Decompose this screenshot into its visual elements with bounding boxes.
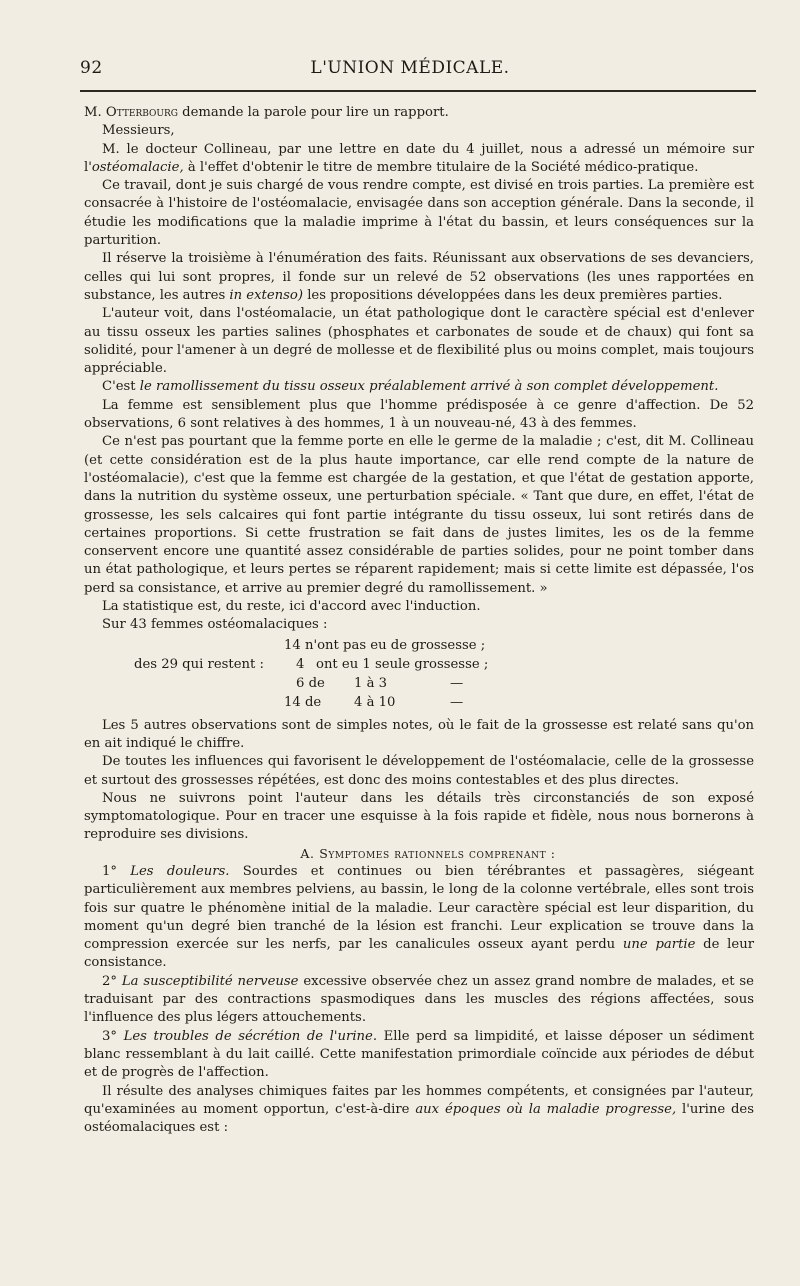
paragraph: L'auteur voit, dans l'ostéomalacie, un état pathologique dont le caractère spécial est d'enlever au tissu osseux les parties salines (phosphates et carbonates de soude et de chaux) qui font sa solidité, pour l'amener à un degré de mollesse et de flexibilité plus ou moins complet, mais toujours appréciable. (84, 306, 754, 377)
paragraph: Il résulte des analyses chimiques faites par les hommes compétents, et consignées par l'auteur, qu'examinées au moment opportun, c'est-à-dire aux époques où la maladie progresse, l'urine des ostéomalaciques est : (84, 1083, 755, 1136)
paragraph: Les 5 autres observations sont de simples notes, où le fait de la grossesse est relaté sans qu'on en ait indiqué le chiffre. (84, 717, 754, 751)
paragraph: Il réserve la troisième à l'énumération des faits. Réunissant aux observations de ses devanciers, celles qui lui sont propres, il fonde sur un relevé de 52 observations (les unes rapportées en substance, les autres in extenso) les propositions développées dans les deux premières parties. (84, 251, 754, 303)
page-number: 92 (80, 58, 103, 78)
article-body (84, 104, 754, 1137)
symptom-item: 3° Les troubles de sécrétion de l'urine. Elle perd sa limpidité, et laisse déposer un sédiment blanc ressemblant à du lait caillé. Cette manifestation primordiale coïncide aux périodes de début et de progrès de l'affection. (84, 1028, 754, 1081)
stat-row-2-count: 4 (296, 656, 305, 672)
paragraph: M. le docteur Collineau, par une lettre en date du 4 juillet, nous a adressé un mémoire sur l'ostéomalacie, à l'effet d'obtenir le titre de membre titulaire de la Société médico-pratique. (84, 141, 754, 175)
journal-title: L'UNION MÉDICALE. (310, 58, 510, 78)
speaker-name: M. Otterbourg (84, 105, 178, 120)
paragraph: Sur 43 femmes ostéomalaciques : (102, 617, 328, 633)
paragraph-salutation: Messieurs, (102, 123, 175, 139)
symptom-item: 2° La susceptibilité nerveuse excessive observée chez un assez grand nombre de malades, et se traduisant par des contractions spasmodiques dans les muscles des régions affectées, sous l'influence des plus légers attouchements. (84, 973, 754, 1026)
page-header (80, 50, 740, 80)
paragraph: De toutes les influences qui favorisent le développement de l'ostéomalacie, celle de la grossesse et surtout des grossesses répétées, est donc des moins contestables et des plus directes. (84, 754, 754, 788)
statistics-table (84, 637, 754, 715)
stat-row-4-dash: — (450, 694, 464, 710)
paragraph: La statistique est, du reste, ici d'accord avec l'induction. (102, 599, 481, 615)
stat-row-3-count: 6 de (296, 675, 325, 691)
paragraph: Ce travail, dont je suis chargé de vous rendre compte, est divisé en trois parties. La première est consacrée à l'histoire de l'ostéomalacie, envisagée dans son acception générale. Dans la seconde, il étudie les modifications que la maladie imprime à l'état du bassin, et leurs conséquences sur la parturition. (84, 178, 754, 249)
stat-row-4-count: 14 de (284, 694, 322, 710)
paragraph: Nous ne suivrons point l'auteur dans les détails très circonstanciés de son exposé symptomatologique. Pour en tracer une esquisse à la fois rapide et fidèle, nous nous bornerons à reproduire ses divisions. (84, 790, 754, 843)
stat-row-4-range: 4 à 10 (354, 694, 396, 710)
paragraph: La femme est sensiblement plus que l'homme prédisposée à ce genre d'affection. De 52 observations, 6 sont relatives à des hommes, 1 à un nouveau-né, 43 à des femmes. (84, 397, 754, 432)
stat-row-3-range: 1 à 3 (354, 675, 388, 691)
paragraph: C'est le ramollissement du tissu osseux préalablement arrivé à son complet développement. (102, 379, 719, 395)
stat-row-2-text: ont eu 1 seule grossesse ; (316, 656, 489, 672)
stat-group-label: des 29 qui restent : (134, 656, 264, 672)
section-heading: A. Symptomes rationnels comprenant : (300, 845, 556, 861)
symptom-item: 1° Les douleurs. Sourdes et continues ou bien térébrantes et passagères, siégeant particulièrement aux membres pelviens, au bassin, le long de la colonne vertébrale, elles sont trois fois sur quatre le phénomène initial de la maladie. Leur caractère spécial est leur disparition, du moment qu'un degré bien tranché de la lésion est franchi. Leur explication se trouve dans la compression exercée sur les nerfs, par les canalicules osseux ayant perdu une partie de leur consistance. (84, 863, 755, 971)
paragraph: Ce n'est pas pourtant que la femme porte en elle le germe de la maladie ; c'est, dit M. Collineau (et cette considération est de la plus haute importance, car elle rend compte de la nature de l'ostéomalacie), c'est que la femme est chargée de la gestation, et que l'état de gestation apporte, dans la nutrition du système osseux, une perturbation spéciale. « Tant que dure, en effet, l'état de grossesse, les sels calcaires qui font partie intégrante du tissu osseux, lui sont retirés dans de certaines proportions. Si cette frustration se fait dans de justes limites, les os de la femme conservent encore une quantité assez considérable de parties solides, pour ne point tomber dans un état pathologique, et leurs pertes se réparent rapidement; mais si cette limite est dépassée, l'os perd sa consistance, et arrive au premier degré du ramollissement. » (84, 434, 754, 596)
header-rule (80, 90, 756, 92)
stat-row-1: 14 n'ont pas eu de grossesse ; (284, 637, 486, 653)
stat-row-3-dash: — (450, 675, 464, 691)
paragraph-speaker: M. Otterbourg demande la parole pour lire un rapport. (84, 105, 449, 120)
